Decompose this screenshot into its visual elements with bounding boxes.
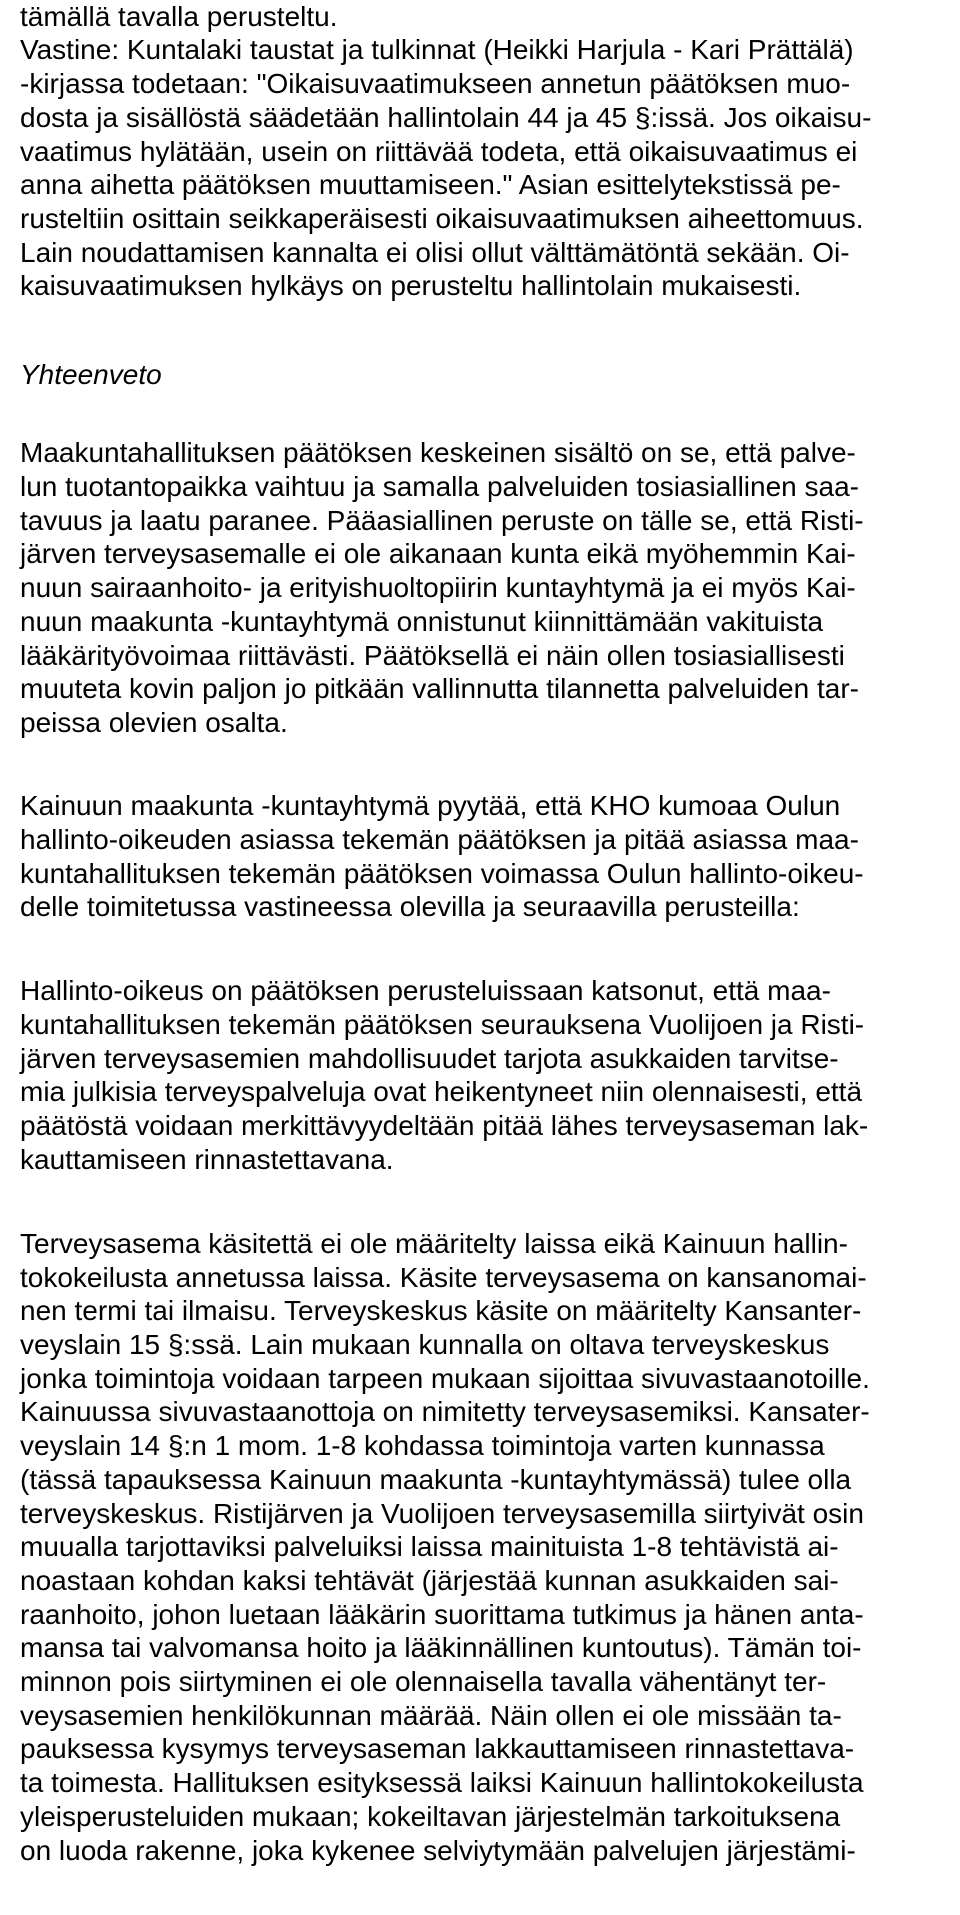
text-line: hallinto-oikeuden asiassa tekemän päätöksen ja pitää asiassa maa-: [20, 824, 859, 855]
text-line: tokokeilusta annetussa laissa. Käsite terveysasema on kansanomai-: [20, 1262, 867, 1293]
text-line: kauttamiseen rinnastettavana.: [20, 1144, 394, 1175]
text-line: veysasemien henkilökunnan määrää. Näin ollen ei ole missään ta-: [20, 1700, 842, 1731]
text-line: delle toimitetussa vastineessa olevilla ja seuraavilla perusteilla:: [20, 891, 800, 922]
text-line: päätöstä voidaan merkittävyydeltään pitää lähes terveysaseman lak-: [20, 1110, 869, 1141]
text-line: muuteta kovin paljon jo pitkään vallinnutta tilannetta palveluiden tar-: [20, 673, 859, 704]
text-line: tavuus ja laatu paranee. Pääasiallinen peruste on tälle se, että Risti-: [20, 505, 864, 536]
text-line: lääkärityövoimaa riittävästi. Päätöksellä ei näin ollen tosiasiallisesti: [20, 640, 845, 671]
text-line: raanhoito, johon luetaan lääkärin suorittama tutkimus ja hänen anta-: [20, 1599, 864, 1630]
text-line: Kainuussa sivuvastaanottoja on nimitetty terveysasemiksi. Kansater-: [20, 1396, 870, 1427]
text-line: yleisperusteluiden mukaan; kokeiltavan järjestelmän tarkoituksena: [20, 1801, 841, 1832]
text-line: Terveysasema käsitettä ei ole määritelty laissa eikä Kainuun hallin-: [20, 1228, 848, 1259]
text-line: on luoda rakenne, joka kykenee selviytymään palvelujen järjestämi-: [20, 1835, 856, 1866]
text-line: kuntahallituksen tekemän päätöksen voimassa Oulun hallinto-oikeu-: [20, 858, 864, 889]
text-line: kuntahallituksen tekemän päätöksen seurauksena Vuolijoen ja Risti-: [20, 1009, 865, 1040]
text-line: Hallinto-oikeus on päätöksen perusteluissaan katsonut, että maa-: [20, 975, 831, 1006]
section-heading-yhteenveto: Yhteenveto: [20, 359, 162, 390]
text-line: vaatimus hylätään, usein on riittävää todeta, että oikaisuvaatimus ei: [20, 136, 858, 167]
text-line: järven terveysasemien mahdollisuudet tarjota asukkaiden tarvitse-: [20, 1043, 839, 1074]
text-line: veyslain 15 §:ssä. Lain mukaan kunnalla on oltava terveyskeskus: [20, 1329, 830, 1360]
text-line: rusteltiin osittain seikkaperäisesti oikaisuvaatimuksen aiheettomuus.: [20, 203, 864, 234]
text-line: -kirjassa todetaan: "Oikaisuvaatimukseen annetun päätöksen muo-: [20, 68, 851, 99]
text-line: pauksessa kysymys terveysaseman lakkauttamiseen rinnastettava-: [20, 1733, 855, 1764]
text-line: Vastine: Kuntalaki taustat ja tulkinnat (Heikki Harjula - Kari Prättälä): [20, 34, 854, 65]
text-line: jonka toimintoja voidaan tarpeen mukaan sijoittaa sivuvastaanotoille.: [20, 1363, 870, 1394]
text-line: nuun sairaanhoito- ja erityishuoltopiirin kuntayhtymä ja ei myös Kai-: [20, 572, 856, 603]
text-line: nuun maakunta -kuntayhtymä onnistunut kiinnittämään vakituista: [20, 606, 824, 637]
text-line: muualla tarjottaviksi palveluiksi laissa mainituista 1-8 tehtävistä ai-: [20, 1531, 839, 1562]
text-line: lun tuotantopaikka vaihtuu ja samalla palveluiden tosiasiallinen saa-: [20, 471, 859, 502]
text-line: Maakuntahallituksen päätöksen keskeinen sisältö on se, että palve-: [20, 437, 856, 468]
text-line: kaisuvaatimuksen hylkäys on perusteltu hallintolain mukaisesti.: [20, 270, 802, 301]
text-line: Lain noudattamisen kannalta ei olisi ollut välttämätöntä sekään. Oi-: [20, 237, 850, 268]
text-line: dosta ja sisällöstä säädetään hallintolain 44 ja 45 §:issä. Jos oikaisu-: [20, 102, 872, 133]
text-line: anna aihetta päätöksen muuttamiseen." Asian esittelytekstissä pe-: [20, 169, 841, 200]
text-line: nen termi tai ilmaisu. Terveyskeskus käsite on määritelty Kansanter-: [20, 1295, 862, 1326]
text-line: noastaan kohdan kaksi tehtävät (järjestää kunnan asukkaiden sai-: [20, 1565, 839, 1596]
text-line: ta toimesta. Hallituksen esityksessä laiksi Kainuun hallintokokeilusta: [20, 1767, 864, 1798]
text-line: veyslain 14 §:n 1 mom. 1-8 kohdassa toimintoja varten kunnassa: [20, 1430, 825, 1461]
text-line: mia julkisia terveyspalveluja ovat heikentyneet niin olennaisesti, että: [20, 1076, 863, 1107]
text-line: peissa olevien osalta.: [20, 707, 288, 738]
text-line: terveyskeskus. Ristijärven ja Vuolijoen terveysasemilla siirtyivät osin: [20, 1498, 864, 1529]
text-line: mansa tai valvomansa hoito ja lääkinnällinen kuntoutus). Tämän toi-: [20, 1632, 862, 1663]
text-line: Kainuun maakunta -kuntayhtymä pyytää, että KHO kumoaa Oulun: [20, 790, 841, 821]
text-line: tämällä tavalla perusteltu.: [20, 1, 338, 32]
text-line: järven terveysasemalle ei ole aikanaan kunta eikä myöhemmin Kai-: [20, 538, 856, 569]
text-line: (tässä tapauksessa Kainuun maakunta -kuntayhtymässä) tulee olla: [20, 1464, 852, 1495]
text-line: minnon pois siirtyminen ei ole olennaisella tavalla vähentänyt ter-: [20, 1666, 827, 1697]
